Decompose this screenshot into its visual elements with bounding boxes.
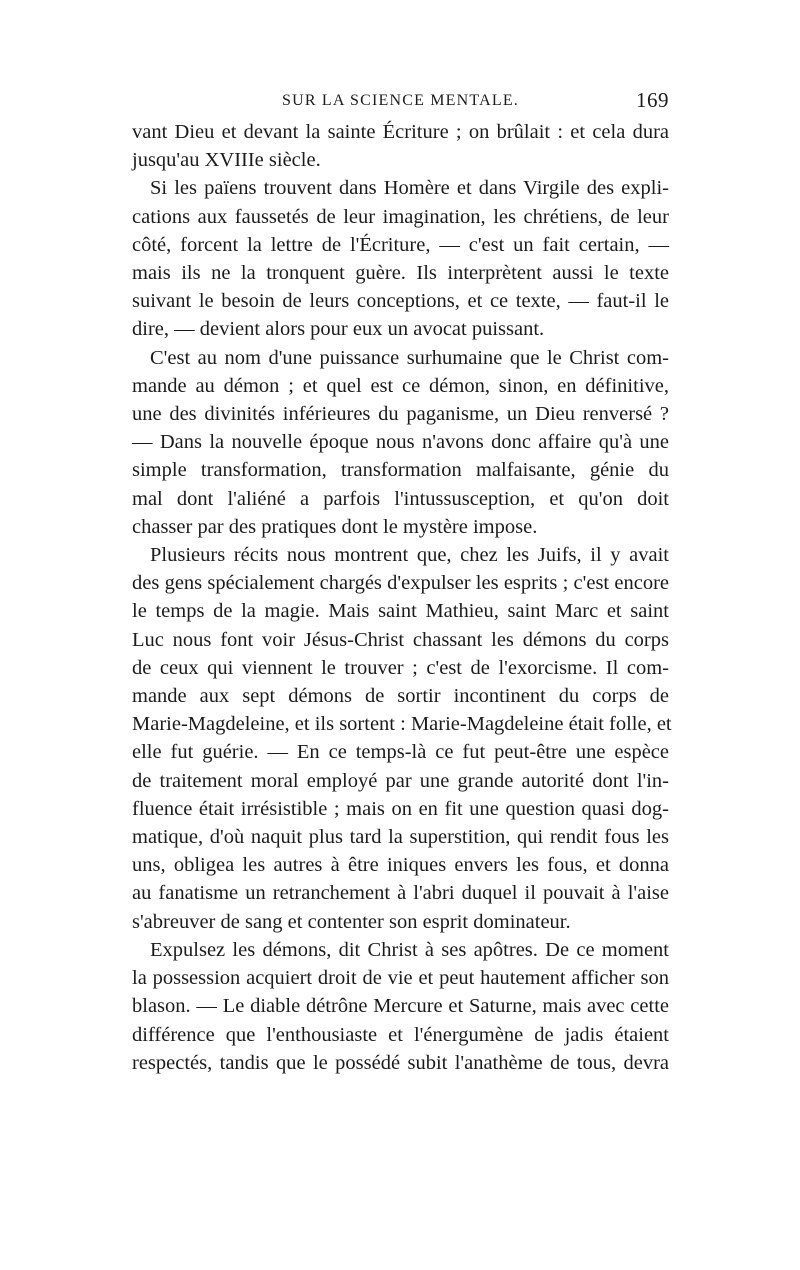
paragraph-5	[132, 936, 669, 1077]
paragraph-1	[132, 118, 669, 174]
text-line: Expulsez les démons, dit Christ à ses apôtres. De ce moment	[150, 938, 669, 961]
text-line: mais ils ne la tronquent guère. Ils interprètent aussi le texte	[132, 262, 669, 285]
text-line: matique, d'où naquit plus tard la superstition, qui rendit fous les	[132, 826, 669, 849]
paragraph-2	[132, 174, 669, 343]
text-line: Luc nous font voir Jésus-Christ chassant les démons du corps	[132, 628, 669, 651]
text-line: mande au démon ; et quel est ce démon, sinon, en définitive,	[132, 374, 669, 397]
text-line: C'est au nom d'une puissance surhumaine que le Christ com-	[150, 346, 669, 369]
text-line: suivant le besoin de leurs conceptions, et ce texte, — faut-il le	[132, 290, 669, 313]
text-line: différence que l'enthousiaste et l'énergumène de jadis étaient	[132, 1023, 669, 1046]
paragraph-4	[132, 541, 672, 936]
text-line: de traitement moral employé par une grande autorité dont l'in-	[132, 769, 669, 792]
page-number: 169	[636, 88, 669, 112]
text-line: jusqu'au XVIIIe siècle.	[132, 149, 321, 172]
text-line: respectés, tandis que le possédé subit l'anathème de tous, devra	[132, 1051, 669, 1074]
text-line: — Dans la nouvelle époque nous n'avons donc affaire qu'à une	[132, 431, 669, 454]
text-line: côté, forcent la lettre de l'Écriture, — c'est un fait certain, —	[132, 233, 669, 256]
text-line: chasser par des pratiques dont le mystère impose.	[132, 515, 538, 538]
paragraph-3	[132, 344, 669, 541]
text-line: une des divinités inférieures du paganisme, un Dieu renversé ?	[132, 403, 669, 426]
text-line: cations aux faussetés de leur imagination, les chrétiens, de leur	[132, 205, 669, 228]
text-line: dire, — devient alors pour eux un avocat puissant.	[132, 318, 545, 341]
running-head	[132, 88, 669, 118]
text-line: Plusieurs récits nous montrent que, chez les Juifs, il y avait	[150, 544, 669, 567]
text-line: Si les païens trouvent dans Homère et dans Virgile des expli-	[150, 177, 669, 200]
text-line: blason. — Le diable détrône Mercure et Saturne, mais avec cette	[132, 995, 669, 1018]
text-line: au fanatisme un retranchement à l'abri duquel il pouvait à l'aise	[132, 882, 669, 905]
text-line: uns, obligea les autres à être iniques envers les fous, et donna	[132, 854, 669, 877]
text-line: mande aux sept démons de sortir incontinent du corps de	[132, 685, 669, 708]
text-line: Marie-Magdeleine, et ils sortent : Marie-Magdeleine était folle, et	[132, 713, 672, 736]
text-line: elle fut guérie. — En ce temps-là ce fut peut-être une espèce	[132, 741, 669, 764]
text-line: fluence était irrésistible ; mais on en fit une question quasi dog-	[132, 797, 669, 820]
running-title: SUR LA SCIENCE MENTALE.	[282, 92, 519, 109]
body-text	[132, 118, 672, 1077]
text-line: de ceux qui viennent le trouver ; c'est de l'exorcisme. Il com-	[132, 656, 669, 679]
book-page	[132, 88, 672, 1077]
text-line: simple transformation, transformation malfaisante, génie du	[132, 459, 669, 482]
text-line: s'abreuver de sang et contenter son esprit dominateur.	[132, 910, 571, 933]
text-line: vant Dieu et devant la sainte Écriture ; on brûlait : et cela dura	[132, 121, 669, 143]
text-line: le temps de la magie. Mais saint Mathieu, saint Marc et saint	[132, 600, 669, 623]
text-line: mal dont l'aliéné a parfois l'intussusception, et qu'on doit	[132, 487, 669, 510]
text-line: des gens spécialement chargés d'expulser les esprits ; c'est encore	[132, 572, 669, 595]
text-line: la possession acquiert droit de vie et peut hautement afficher son	[132, 967, 669, 990]
